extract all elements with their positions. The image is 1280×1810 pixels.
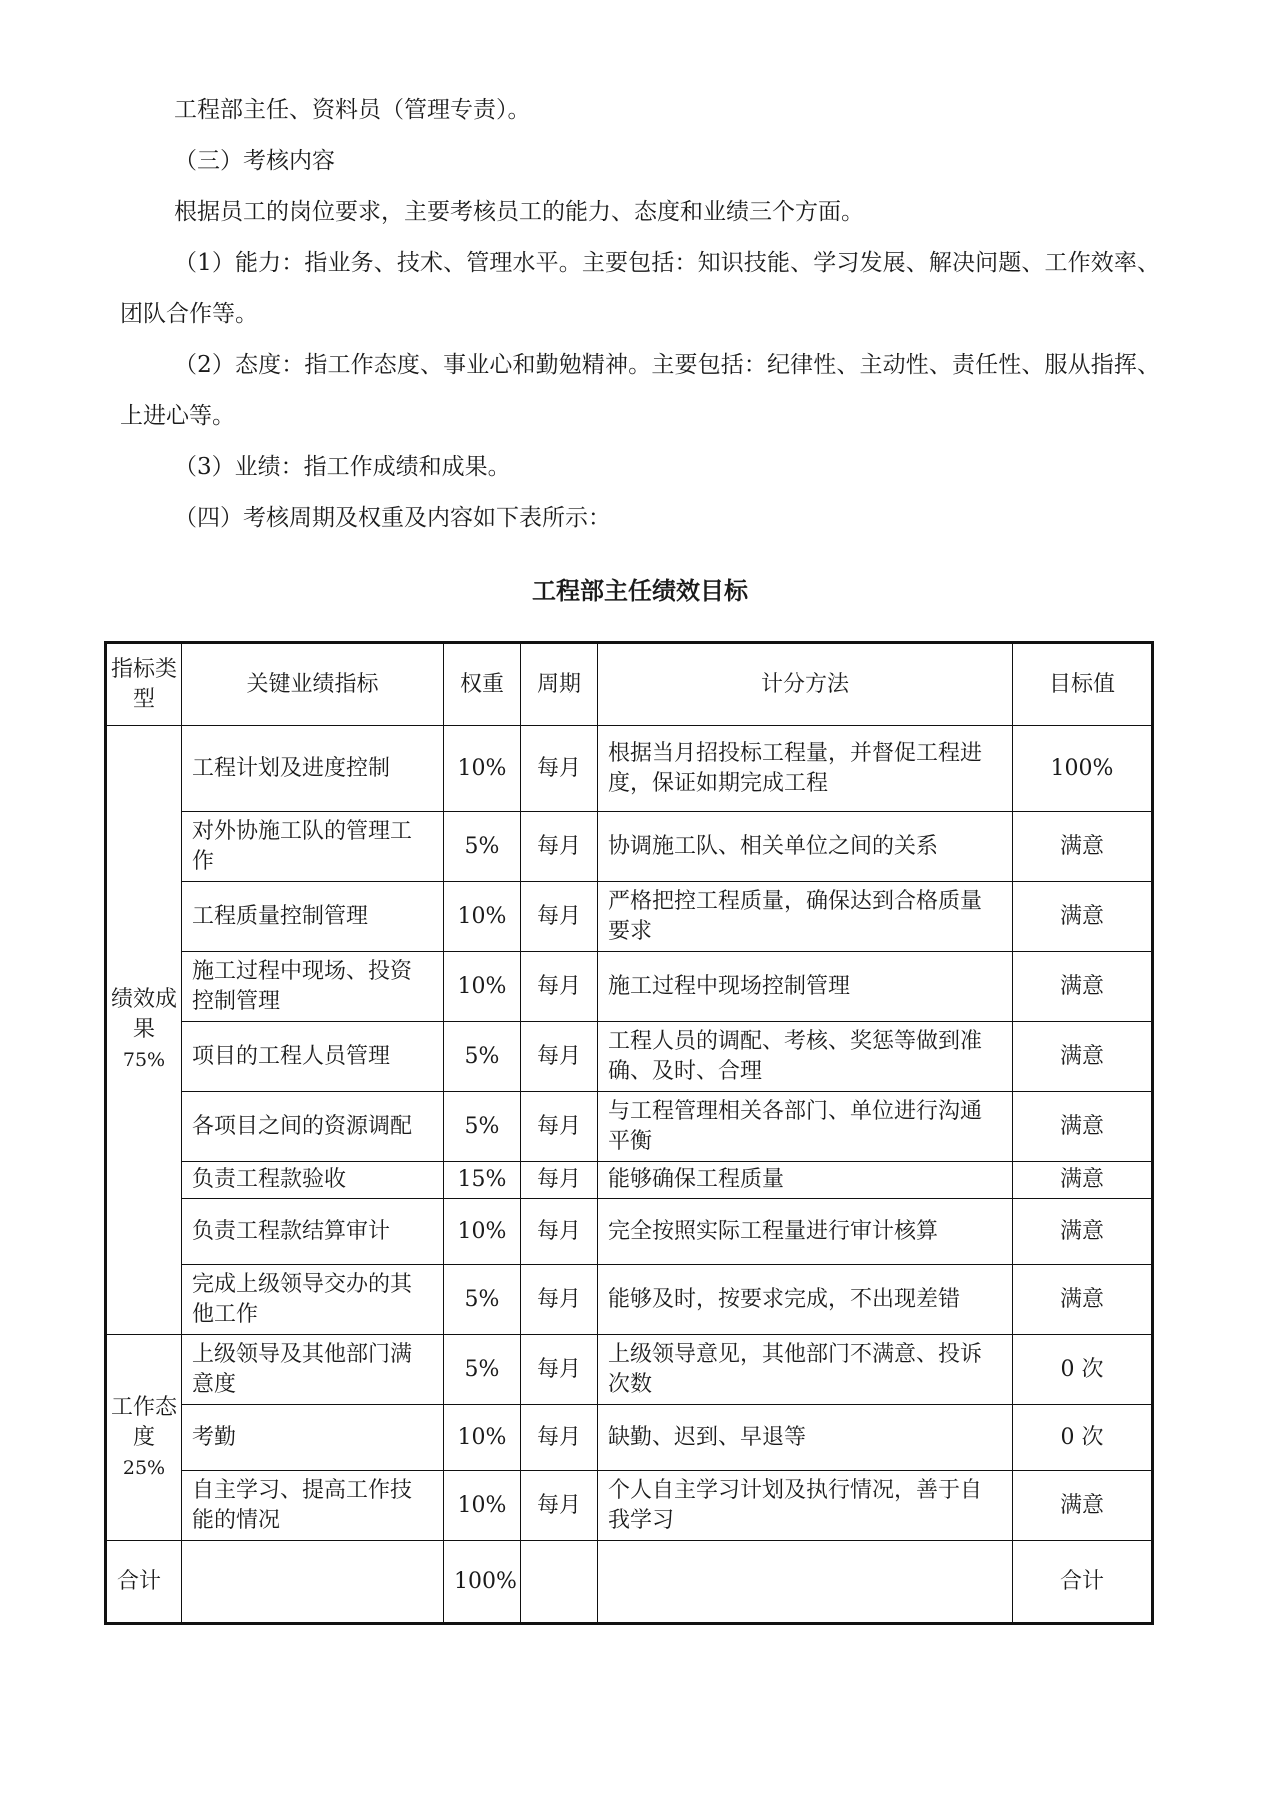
- section-heading-assessment-content: （三）考核内容: [174, 148, 335, 174]
- method-cell: 上级领导意见，其他部门不满意、投诉次数: [598, 1335, 1013, 1405]
- kpi-cell: 施工过程中现场、投资控制管理: [182, 952, 444, 1022]
- period-cell: 每月: [521, 1265, 598, 1335]
- target-cell: 满意: [1013, 1471, 1153, 1541]
- weight-cell: 10%: [444, 952, 521, 1022]
- target-cell: 满意: [1013, 1162, 1153, 1199]
- kpi-cell: 对外协施工队的管理工作: [182, 812, 444, 882]
- table-row: [106, 1022, 1153, 1092]
- total-label-cell: 合计: [106, 1541, 182, 1624]
- paragraph-ability: （1）能力：指业务、技术、管理水平。主要包括：知识技能、学习发展、解决问题、工作效率、团队合作等。: [120, 250, 1160, 327]
- method-cell: 能够及时，按要求完成，不出现差错: [598, 1265, 1013, 1335]
- weight-cell: 5%: [444, 1092, 521, 1162]
- target-cell: 0 次: [1013, 1405, 1153, 1471]
- target-cell: 满意: [1013, 882, 1153, 952]
- weight-cell: 10%: [444, 726, 521, 812]
- period-cell: 每月: [521, 726, 598, 812]
- target-cell: 满意: [1013, 1092, 1153, 1162]
- weight-cell: 10%: [444, 882, 521, 952]
- table-row: [106, 952, 1153, 1022]
- period-cell: 每月: [521, 1335, 598, 1405]
- target-cell: 满意: [1013, 1265, 1153, 1335]
- table-row: [106, 1199, 1153, 1265]
- period-cell: 每月: [521, 1471, 598, 1541]
- paragraph-performance: （3）业绩：指工作成绩和成果。: [174, 454, 511, 480]
- header-target-value: 目标值: [1013, 643, 1153, 726]
- total-method-cell: [598, 1541, 1013, 1624]
- table-row: [106, 1405, 1153, 1471]
- total-period-cell: [521, 1541, 598, 1624]
- kpi-cell: 项目的工程人员管理: [182, 1022, 444, 1092]
- period-cell: 每月: [521, 952, 598, 1022]
- header-scoring-method: 计分方法: [598, 643, 1013, 726]
- period-cell: 每月: [521, 1022, 598, 1092]
- header-indicator-type: 指标类型: [106, 643, 182, 726]
- header-kpi: 关键业绩指标: [182, 643, 444, 726]
- section-heading-assessment-cycle: （四）考核周期及权重及内容如下表所示：: [174, 505, 611, 531]
- table-row: [106, 1335, 1153, 1405]
- table-row: [106, 726, 1153, 812]
- kpi-cell: 自主学习、提高工作技能的情况: [182, 1471, 444, 1541]
- weight-cell: 5%: [444, 1022, 521, 1092]
- category-label: 绩效成果: [111, 987, 178, 1042]
- header-weight: 权重: [444, 643, 521, 726]
- category-percentage: 25%: [122, 1456, 166, 1479]
- table-total-row: [106, 1541, 1153, 1624]
- target-cell: 满意: [1013, 1199, 1153, 1265]
- period-cell: 每月: [521, 1405, 598, 1471]
- table-row: [106, 882, 1153, 952]
- weight-cell: 10%: [444, 1405, 521, 1471]
- method-cell: 能够确保工程质量: [598, 1162, 1013, 1199]
- method-cell: 施工过程中现场控制管理: [598, 952, 1013, 1022]
- weight-cell: 5%: [444, 1265, 521, 1335]
- target-cell: 满意: [1013, 952, 1153, 1022]
- table-header-row: [106, 643, 1153, 726]
- method-cell: 工程人员的调配、考核、奖惩等做到准确、及时、合理: [598, 1022, 1013, 1092]
- target-cell: 满意: [1013, 1022, 1153, 1092]
- method-cell: 缺勤、迟到、早退等: [598, 1405, 1013, 1471]
- weight-cell: 5%: [444, 812, 521, 882]
- table-row: [106, 1265, 1153, 1335]
- target-cell: 0 次: [1013, 1335, 1153, 1405]
- method-cell: 个人自主学习计划及执行情况，善于自我学习: [598, 1471, 1013, 1541]
- weight-cell: 5%: [444, 1335, 521, 1405]
- kpi-cell: 工程计划及进度控制: [182, 726, 444, 812]
- weight-cell: 10%: [444, 1471, 521, 1541]
- target-cell: 100%: [1013, 726, 1153, 812]
- method-cell: 根据当月招投标工程量，并督促工程进度，保证如期完成工程: [598, 726, 1013, 812]
- table-title: 工程部主任绩效目标: [532, 577, 748, 605]
- weight-cell: 10%: [444, 1199, 521, 1265]
- table-row: [106, 1162, 1153, 1199]
- period-cell: 每月: [521, 812, 598, 882]
- method-cell: 与工程管理相关各部门、单位进行沟通平衡: [598, 1092, 1013, 1162]
- weight-cell: 15%: [444, 1162, 521, 1199]
- method-cell: 严格把控工程质量，确保达到合格质量要求: [598, 882, 1013, 952]
- period-cell: 每月: [521, 1092, 598, 1162]
- table-row: [106, 1471, 1153, 1541]
- total-kpi-cell: [182, 1541, 444, 1624]
- table-row: [106, 812, 1153, 882]
- kpi-cell: 完成上级领导交办的其他工作: [182, 1265, 444, 1335]
- total-target-cell: 合计: [1013, 1541, 1153, 1624]
- category-label: 工作态度: [111, 1394, 178, 1450]
- period-cell: 每月: [521, 1162, 598, 1199]
- method-cell: 完全按照实际工程量进行审计核算: [598, 1199, 1013, 1265]
- paragraph-attitude: （2）态度：指工作态度、事业心和勤勉精神。主要包括：纪律性、主动性、责任性、服从指挥、上进心等。: [120, 352, 1160, 429]
- kpi-cell: 负责工程款验收: [182, 1162, 444, 1199]
- paragraph-responsible-staff: 工程部主任、资料员（管理专责）。: [174, 97, 531, 123]
- kpi-table: [104, 641, 1154, 1625]
- category-cell-attitude: [106, 1335, 182, 1541]
- total-weight-cell: 100%: [444, 1541, 521, 1624]
- kpi-cell: 考勤: [182, 1405, 444, 1471]
- kpi-cell: 上级领导及其他部门满意度: [182, 1335, 444, 1405]
- target-cell: 满意: [1013, 812, 1153, 882]
- kpi-cell: 各项目之间的资源调配: [182, 1092, 444, 1162]
- header-period: 周期: [521, 643, 598, 726]
- method-cell: 协调施工队、相关单位之间的关系: [598, 812, 1013, 882]
- category-cell-performance: [106, 726, 182, 1335]
- kpi-cell: 负责工程款结算审计: [182, 1199, 444, 1265]
- category-percentage: 75%: [122, 1049, 166, 1071]
- paragraph-assessment-intro: 根据员工的岗位要求，主要考核员工的能力、态度和业绩三个方面。: [174, 199, 864, 225]
- kpi-cell: 工程质量控制管理: [182, 882, 444, 952]
- table-row: [106, 1092, 1153, 1162]
- period-cell: 每月: [521, 1199, 598, 1265]
- period-cell: 每月: [521, 882, 598, 952]
